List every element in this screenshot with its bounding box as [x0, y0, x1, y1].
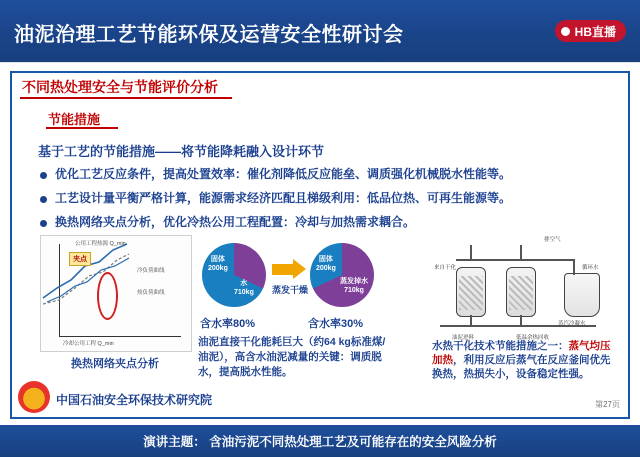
pipe-riser-2 — [520, 245, 522, 259]
bullet-text: 工艺设计量平衡严格计算，能源需求经济匹配且梯级利用：低品位热、可再生能源等。 — [55, 191, 512, 205]
bullet-dot-icon — [40, 220, 47, 227]
diagram-label: 油泥进料 — [452, 335, 475, 341]
pipe-riser-1 — [470, 245, 472, 259]
right-note-suffix: ，利用反应后蒸气在反应釜间优先换热，热损失小，设备稳定性强。 — [432, 354, 611, 380]
pie-caption-after: 含水率30% — [308, 318, 364, 330]
pinch-analysis-chart — [40, 235, 192, 352]
chart-tag: 公用工程热源 Q_min — [75, 241, 126, 247]
header-bar — [0, 0, 640, 62]
pipe-drop-1 — [470, 315, 472, 325]
pinch-point-label: 夹点 — [69, 252, 91, 266]
right-note-prefix: 水热干化技术节能措施之一： — [432, 340, 569, 352]
presentation-topic: 演讲主题： 含油污泥不同热处理工艺及可能存在的安全风险分析 — [143, 435, 497, 449]
pie-slice-label-water: 水 710kg — [234, 280, 254, 296]
process-flow-diagram — [432, 233, 610, 351]
left-figure-caption: 换热网络夹点分析 — [71, 358, 159, 370]
slide-lead-title: 基于工艺的节能措施——将节能降耗融入设计环节 — [38, 144, 325, 159]
reactor-vessel-2 — [506, 267, 536, 317]
live-badge-label: HB直播 — [574, 24, 616, 39]
slide-subsection-title: 节能措施 — [48, 112, 101, 127]
bullet-list — [40, 167, 610, 239]
slide-page-number: 第27页 — [595, 400, 620, 409]
chart-tag: 热负荷曲线 — [137, 290, 165, 296]
chart-tag: 冷却公用工程 Q_min — [63, 341, 114, 347]
reactor-vessel-1 — [456, 267, 486, 317]
section-title-underline — [20, 97, 232, 99]
bullet-text: 换热网络夹点分析，优化冷热公用工程配置：冷却与加热需求耦合。 — [55, 215, 416, 229]
process-arrow-icon — [272, 259, 306, 279]
chart-tag: 冷负荷曲线 — [137, 268, 165, 274]
diagram-label: 蒸汽冷凝水 — [558, 321, 586, 327]
page-title: 油泥治理工艺节能环保及运营安全性研讨会 — [14, 24, 404, 46]
bullet-dot-icon — [40, 172, 47, 179]
bullet-text: 优化工艺反应条件，提高处置效率：催化剂降低反应能垒、调质强化机械脱水性能等。 — [55, 167, 512, 181]
list-item — [40, 191, 610, 206]
pie-caption-before: 含水率80% — [200, 318, 256, 330]
storage-tank — [564, 273, 600, 317]
right-note-highlight: 蒸气均压加热 — [432, 340, 611, 366]
pie-chart-before — [202, 243, 266, 307]
organization-logo-icon — [18, 381, 50, 413]
subsection-title-underline — [46, 127, 118, 129]
pipe-top — [456, 259, 574, 261]
diagram-label: 排空气 — [544, 237, 561, 243]
organization-name: 中国石油安全环保技术研究院 — [56, 393, 213, 407]
pinch-point-marker — [97, 272, 118, 320]
slide-canvas — [0, 62, 640, 426]
pipe-to-tank — [573, 259, 575, 275]
arrow-caption: 蒸发干燥 — [271, 285, 308, 295]
pie-note-text: 油泥直接干化能耗巨大（约64 kg标准煤/油泥），高含水油泥减量的关键：调质脱水，提高脱水性能。 — [198, 336, 386, 378]
diagram-label: 循环水 — [582, 265, 599, 271]
live-dot-icon — [561, 27, 570, 36]
pipe-drop-2 — [520, 315, 522, 325]
diagram-label: 低温余热回收 — [516, 335, 550, 341]
bullet-dot-icon — [40, 196, 47, 203]
right-figure-note — [432, 339, 614, 381]
list-item — [40, 167, 610, 182]
pie-chart-after — [310, 243, 374, 307]
pie-slice-label-evaporated: 蒸发掉水 710kg — [340, 278, 368, 294]
pie-slice-label-solid: 固体 200kg — [316, 256, 336, 272]
list-item — [40, 215, 610, 230]
bottom-caption-bar — [0, 425, 640, 457]
chart-x-axis — [59, 336, 181, 337]
pie-slice-label-solid: 固体 200kg — [208, 256, 228, 272]
diagram-label: 来自干化 — [434, 265, 457, 271]
slide-section-title: 不同热处理安全与节能评价分析 — [22, 79, 218, 95]
live-badge[interactable] — [555, 20, 626, 42]
